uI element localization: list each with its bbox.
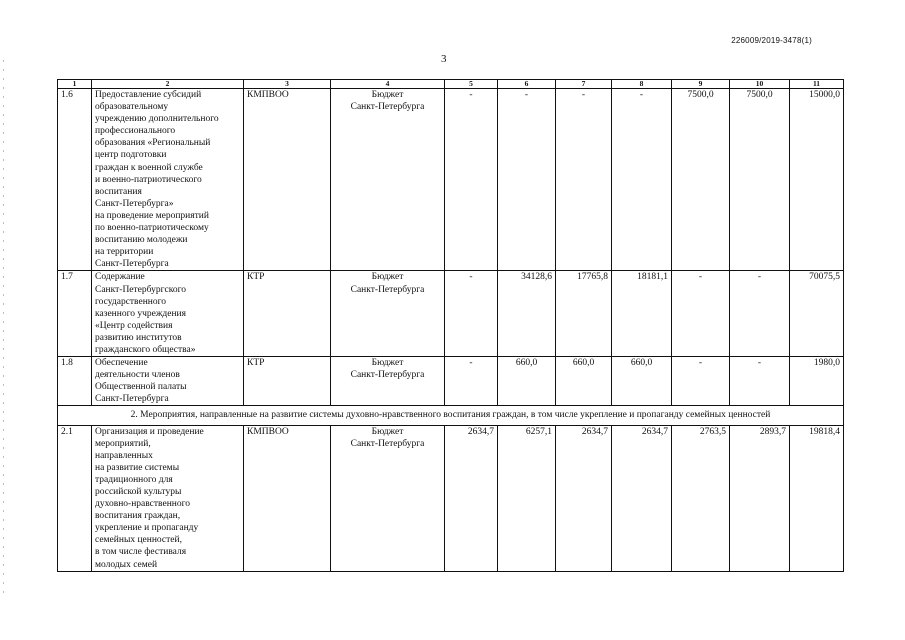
section-title: 2. Мероприятия, направленные на развитие системы духовно-нравственного воспитания граждан, в том числе укрепление и пропаганду семейных ценностей <box>58 406 844 425</box>
activity-name: Предоставление субсидий образовательному учреждению дополнительного профессионального образования «Региональный центр подготовки граждан к военной службе и военно-патриотического воспитания Санкт-Петербурга» на проведение мероприятий по военно-патриотическому воспитанию молодежи на территории Санкт-Петербурга <box>92 89 244 271</box>
value-cell: - <box>498 89 556 271</box>
value-cell: 660,0 <box>498 357 556 406</box>
executor: КТР <box>244 357 331 406</box>
value-cell: 2893,7 <box>730 425 790 571</box>
header-cell: 9 <box>672 80 730 89</box>
funding-source: Бюджет Санкт-Петербурга <box>331 89 445 271</box>
executor: КМПВОО <box>244 425 331 571</box>
value-cell: 7500,0 <box>672 89 730 271</box>
value-cell: - <box>730 271 790 357</box>
section-row <box>58 406 844 425</box>
value-cell: 2634,7 <box>445 425 498 571</box>
header-cell: 3 <box>244 80 331 89</box>
header-row <box>58 80 844 89</box>
value-cell: 2763,5 <box>672 425 730 571</box>
activity-name: Обеспечение деятельности членов Общественной палаты Санкт-Петербурга <box>92 357 244 406</box>
header-cell: 6 <box>498 80 556 89</box>
table-row <box>58 357 844 406</box>
value-cell: 18181,1 <box>612 271 672 357</box>
value-cell: - <box>445 357 498 406</box>
funding-source: Бюджет Санкт-Петербурга <box>331 357 445 406</box>
value-cell: - <box>672 271 730 357</box>
value-cell: 17765,8 <box>556 271 612 357</box>
value-cell: - <box>445 271 498 357</box>
value-cell: 34128,6 <box>498 271 556 357</box>
total-cell: 70075,5 <box>790 271 844 357</box>
row-number: 1.7 <box>58 271 92 357</box>
header-cell: 10 <box>730 80 790 89</box>
header-cell: 8 <box>612 80 672 89</box>
scan-edge-marks <box>3 60 4 600</box>
table-row <box>58 89 844 271</box>
program-table <box>57 79 844 572</box>
funding-source: Бюджет Санкт-Петербурга <box>331 271 445 357</box>
value-cell: 660,0 <box>612 357 672 406</box>
executor: КТР <box>244 271 331 357</box>
value-cell: - <box>730 357 790 406</box>
value-cell: 660,0 <box>556 357 612 406</box>
value-cell: - <box>445 89 498 271</box>
value-cell: - <box>672 357 730 406</box>
funding-source: Бюджет Санкт-Петербурга <box>331 425 445 571</box>
row-number: 2.1 <box>58 425 92 571</box>
executor: КМПВОО <box>244 89 331 271</box>
value-cell: - <box>612 89 672 271</box>
header-cell: 4 <box>331 80 445 89</box>
value-cell: 7500,0 <box>730 89 790 271</box>
activity-name: Содержание Санкт-Петербургского государственного казенного учреждения «Центр содействия развитию институтов гражданского общества» <box>92 271 244 357</box>
header-cell: 11 <box>790 80 844 89</box>
header-cell: 5 <box>445 80 498 89</box>
value-cell: 6257,1 <box>498 425 556 571</box>
activity-name: Организация и проведение мероприятий, направленных на развитие системы традиционного для российской культуры духовно-нравственного воспитания граждан, укрепление и пропаганду семейных ценностей, в том числе фестиваля молодых семей <box>92 425 244 571</box>
table-row <box>58 271 844 357</box>
table-row <box>58 425 844 571</box>
value-cell: - <box>556 89 612 271</box>
header-cell: 1 <box>58 80 92 89</box>
page-number: 3 <box>441 53 447 65</box>
document-number: 226009/2019-3478(1) <box>731 36 812 45</box>
value-cell: 2634,7 <box>612 425 672 571</box>
total-cell: 15000,0 <box>790 89 844 271</box>
header-cell: 7 <box>556 80 612 89</box>
header-cell: 2 <box>92 80 244 89</box>
row-number: 1.6 <box>58 89 92 271</box>
total-cell: 1980,0 <box>790 357 844 406</box>
row-number: 1.8 <box>58 357 92 406</box>
value-cell: 2634,7 <box>556 425 612 571</box>
total-cell: 19818,4 <box>790 425 844 571</box>
